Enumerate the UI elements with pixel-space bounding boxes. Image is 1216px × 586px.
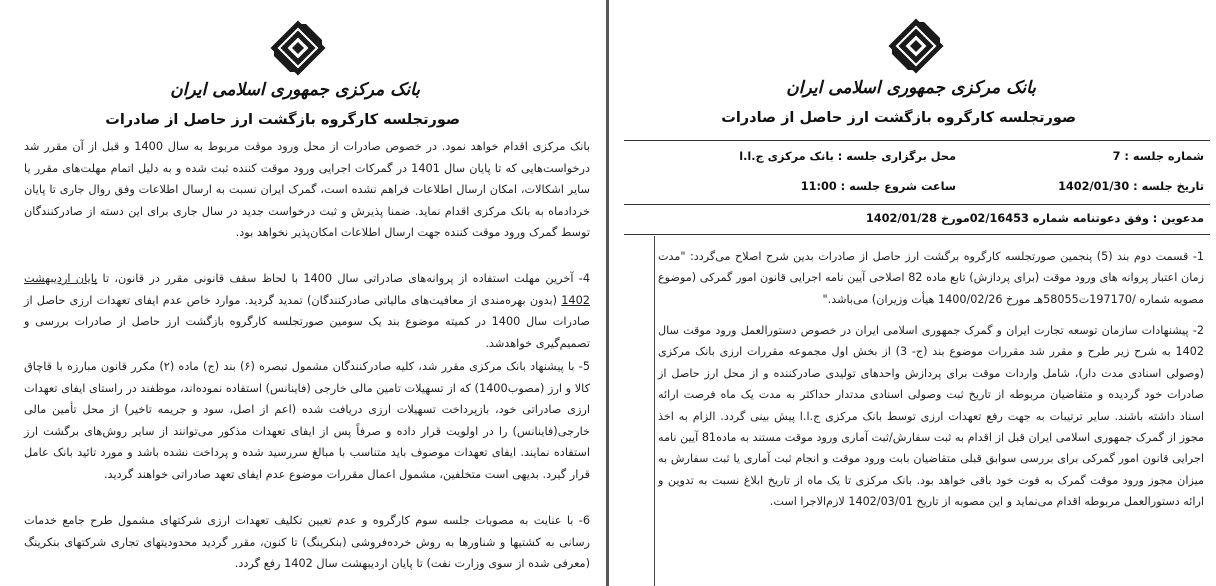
session-start-time: ساعت شروع جلسه : 11:00 [800,180,956,193]
header-rule-middle [624,204,1210,205]
doc-title: صورتجلسه کارگروه بازگشت ارز حاصل از صادرات [105,112,460,128]
page-margin-line [654,236,655,586]
central-bank-emblem-icon [888,18,944,74]
header-rule-bottom [624,234,1210,235]
document-page-right [618,0,1216,586]
item-5: 5- با پیشنهاد بانک مرکزی مقرر شد، کلیه صادرکنندگان مشمول تبصره (۶) بند (ج) ماده (۲) مکرر قانون مبارزه با قاچاق کالا و ارز (مصوب1400) که از تسهیلات تامین مالی خارجی (فاینانس) استفاده نموده‌اند، موظفند در راستای ایفای تعهدات ارزی صادراتی خود، بازپرداخت تسهیلات ارزی دریافت شده (اعم از اصل، سود و جریمه تاخیر) از محل تأمین مالی خارجی(فاینانس) را در اولویت قرار داده و صرفاً پس از ایفای تعهدات مذکور می‌توانند از سایر روش‌های برگشت ارز استفاده نمایند. ایفای تعهدات موصوف باید متناسب با مبالغ سررسید شده و پرداخت نشده باشد و مورد تائید بانک عامل قرار گیرد. بدیهی است متخلفین، مشمول اعمال مقررات موضوع عدم ایفای تعهد صادراتی خواهند گردید. [24,360,591,481]
invitees: مدعوین : وفق دعوتنامه شماره 02/16453مورخ 1402/01/28 [865,212,1204,225]
header-rule-top [624,140,1210,141]
session-date: تاریخ جلسه : 1402/01/30 [1058,180,1204,193]
session-number: شماره جلسه : 7 [1112,150,1204,163]
resolution-item-1: 1- قسمت دوم بند (5) پنجمین صورتجلسه کارگروه برگشت ارز حاصل از صادرات بدین شرح اصلاح می‌گردد: "مدت زمان اعتبار پروانه های ورود موقت (برای پردازش) تابع ماده 82 اصلاحی آیین نامه اجرایی قانون امور گمرکی (موضوع مصوبه شماره /197170ت58055هـ مورخ 1400/02/26 هیأت وزیران) می‌باشد." [658,250,1205,306]
intro-paragraph: بانک مرکزی اقدام خواهد نمود. در خصوص صادرات از محل ورود موقت مربوط به سال 1400 و قبل از آن مقرر شد درخواست‌هایی که تا پایان سال 1401 در گمرکات اجرایی ورود موقت کننده ثبت شده و به دلیل اتمام مهلت‌های مقرر یا سایر اشکالات، امکان ارسال اطلاعات فراهم نشده است، گمرک ایران نسبت به ارسال اطلاعات وفق روال جاری تا پایان خردادماه به بانک مرکزی اقدام نماید. ضمنا پذیرش و ثبت درخواست جدید در سال جاری برای این دسته از صادرکنندگان توسط گمرک ورود موقت کننده جهت ارسال اطلاعات امکان‌پذیر نخواهد بود. [24,140,590,239]
item-4-text-a: 4- آخرین مهلت استفاده از پروانه‌های صادراتی سال 1400 با لحاظ سقف قانونی مقرر در قانون، تا [97,272,590,285]
page-fold-divider [606,0,609,586]
item-4-deadline: پایان اردیبهشت 1402 [24,272,590,307]
resolution-item-2: 2- پیشنهادات سازمان توسعه تجارت ایران و گمرک جمهوری اسلامی ایران در خصوص دستورالعمل ورود موقت سال 1402 به شرح زیر طرح و مقرر شد مقررات موضوع بند (ج- 3) از بخش اول مجموعه مقررات ارزی بانک مرکزی (وصولی اسنادی مدت دار)، شامل واردات موقت برای پردازش واحدهای تولیدی صادرکننده و از محل ارز حاصل از صادرات خود گردیده و متقاضیان مربوطه از تاریخ ثبت وصولی اسنادی مدتدار حداکثر به مدت یک ماه فرصت ارائه اسناد داشته باشند. سایر ترتیبات به جهت رفع تعهدات ارزی توسط بانک مرکزی ج.ا.ا پیش بینی گردد. الزام به اخذ مجوز از گمرک جمهوری اسلامی ایران قبل از اقدام به ثبت سفارش/ثبت آماری ورود موقت مستند به ماده81 آیین نامه اجرایی قانون امور گمرکی برای بررسی سوابق قبلی متقاضیان بابت ورود موقت و انجام ثبت آماری یا ثبت سفارش به میزان مجوز ورود موقت گمرک به فوت خود باقی خواهد بود. بانک مرکزی تا یک ماه از تاریخ ابلاغ نسبت به تدوین و ارائه دستورالعمل مربوطه اقدام می‌نماید و این مصوبه از تاریخ 1402/03/01 لازم‌الاجرا است. [658,324,1204,509]
bank-name: بانک مرکزی جمهوری اسلامی ایران [786,78,1036,98]
item-4-text-b: (بدون بهره‌مندی از معافیت‌های مالیاتی صادرکنندگان) تمدید گردید. موارد خاص عدم ایفای تعهدات ارزی حاصل از صادرات سال 1400 در کمیته موضوع بند یک سومین صورتجلسه کارگروه بازگشت ارز حاصل از صادرات بررسی و تصمیم‌گیری خواهدشد. [24,293,591,350]
item-6: 6- با عنایت به مصوبات جلسه سوم کارگروه و عدم تعیین تکلیف تعهدات ارزی شرکتهای مشمول طرح جامع خدمات رسانی به کشتیها و شناورها به روش خرده‌فروشی (بنکرینگ) تا کنون، مقرر گردید محدودیتهای تجاری شرکتهای بنکرینگ (معرفی شده از سوی وزارت نفت) تا پایان اردیبهشت سال 1402 رفع گردد. [24,514,590,570]
session-location: محل برگزاری جلسه : بانک مرکزی ج.ا.ا [739,150,956,163]
central-bank-emblem-icon [270,20,326,76]
doc-title: صورتجلسه کارگروه بازگشت ارز حاصل از صادرات [721,110,1076,126]
document-page-left [0,0,602,586]
bank-name: بانک مرکزی جمهوری اسلامی ایران [170,80,420,100]
item-4 [24,268,590,354]
